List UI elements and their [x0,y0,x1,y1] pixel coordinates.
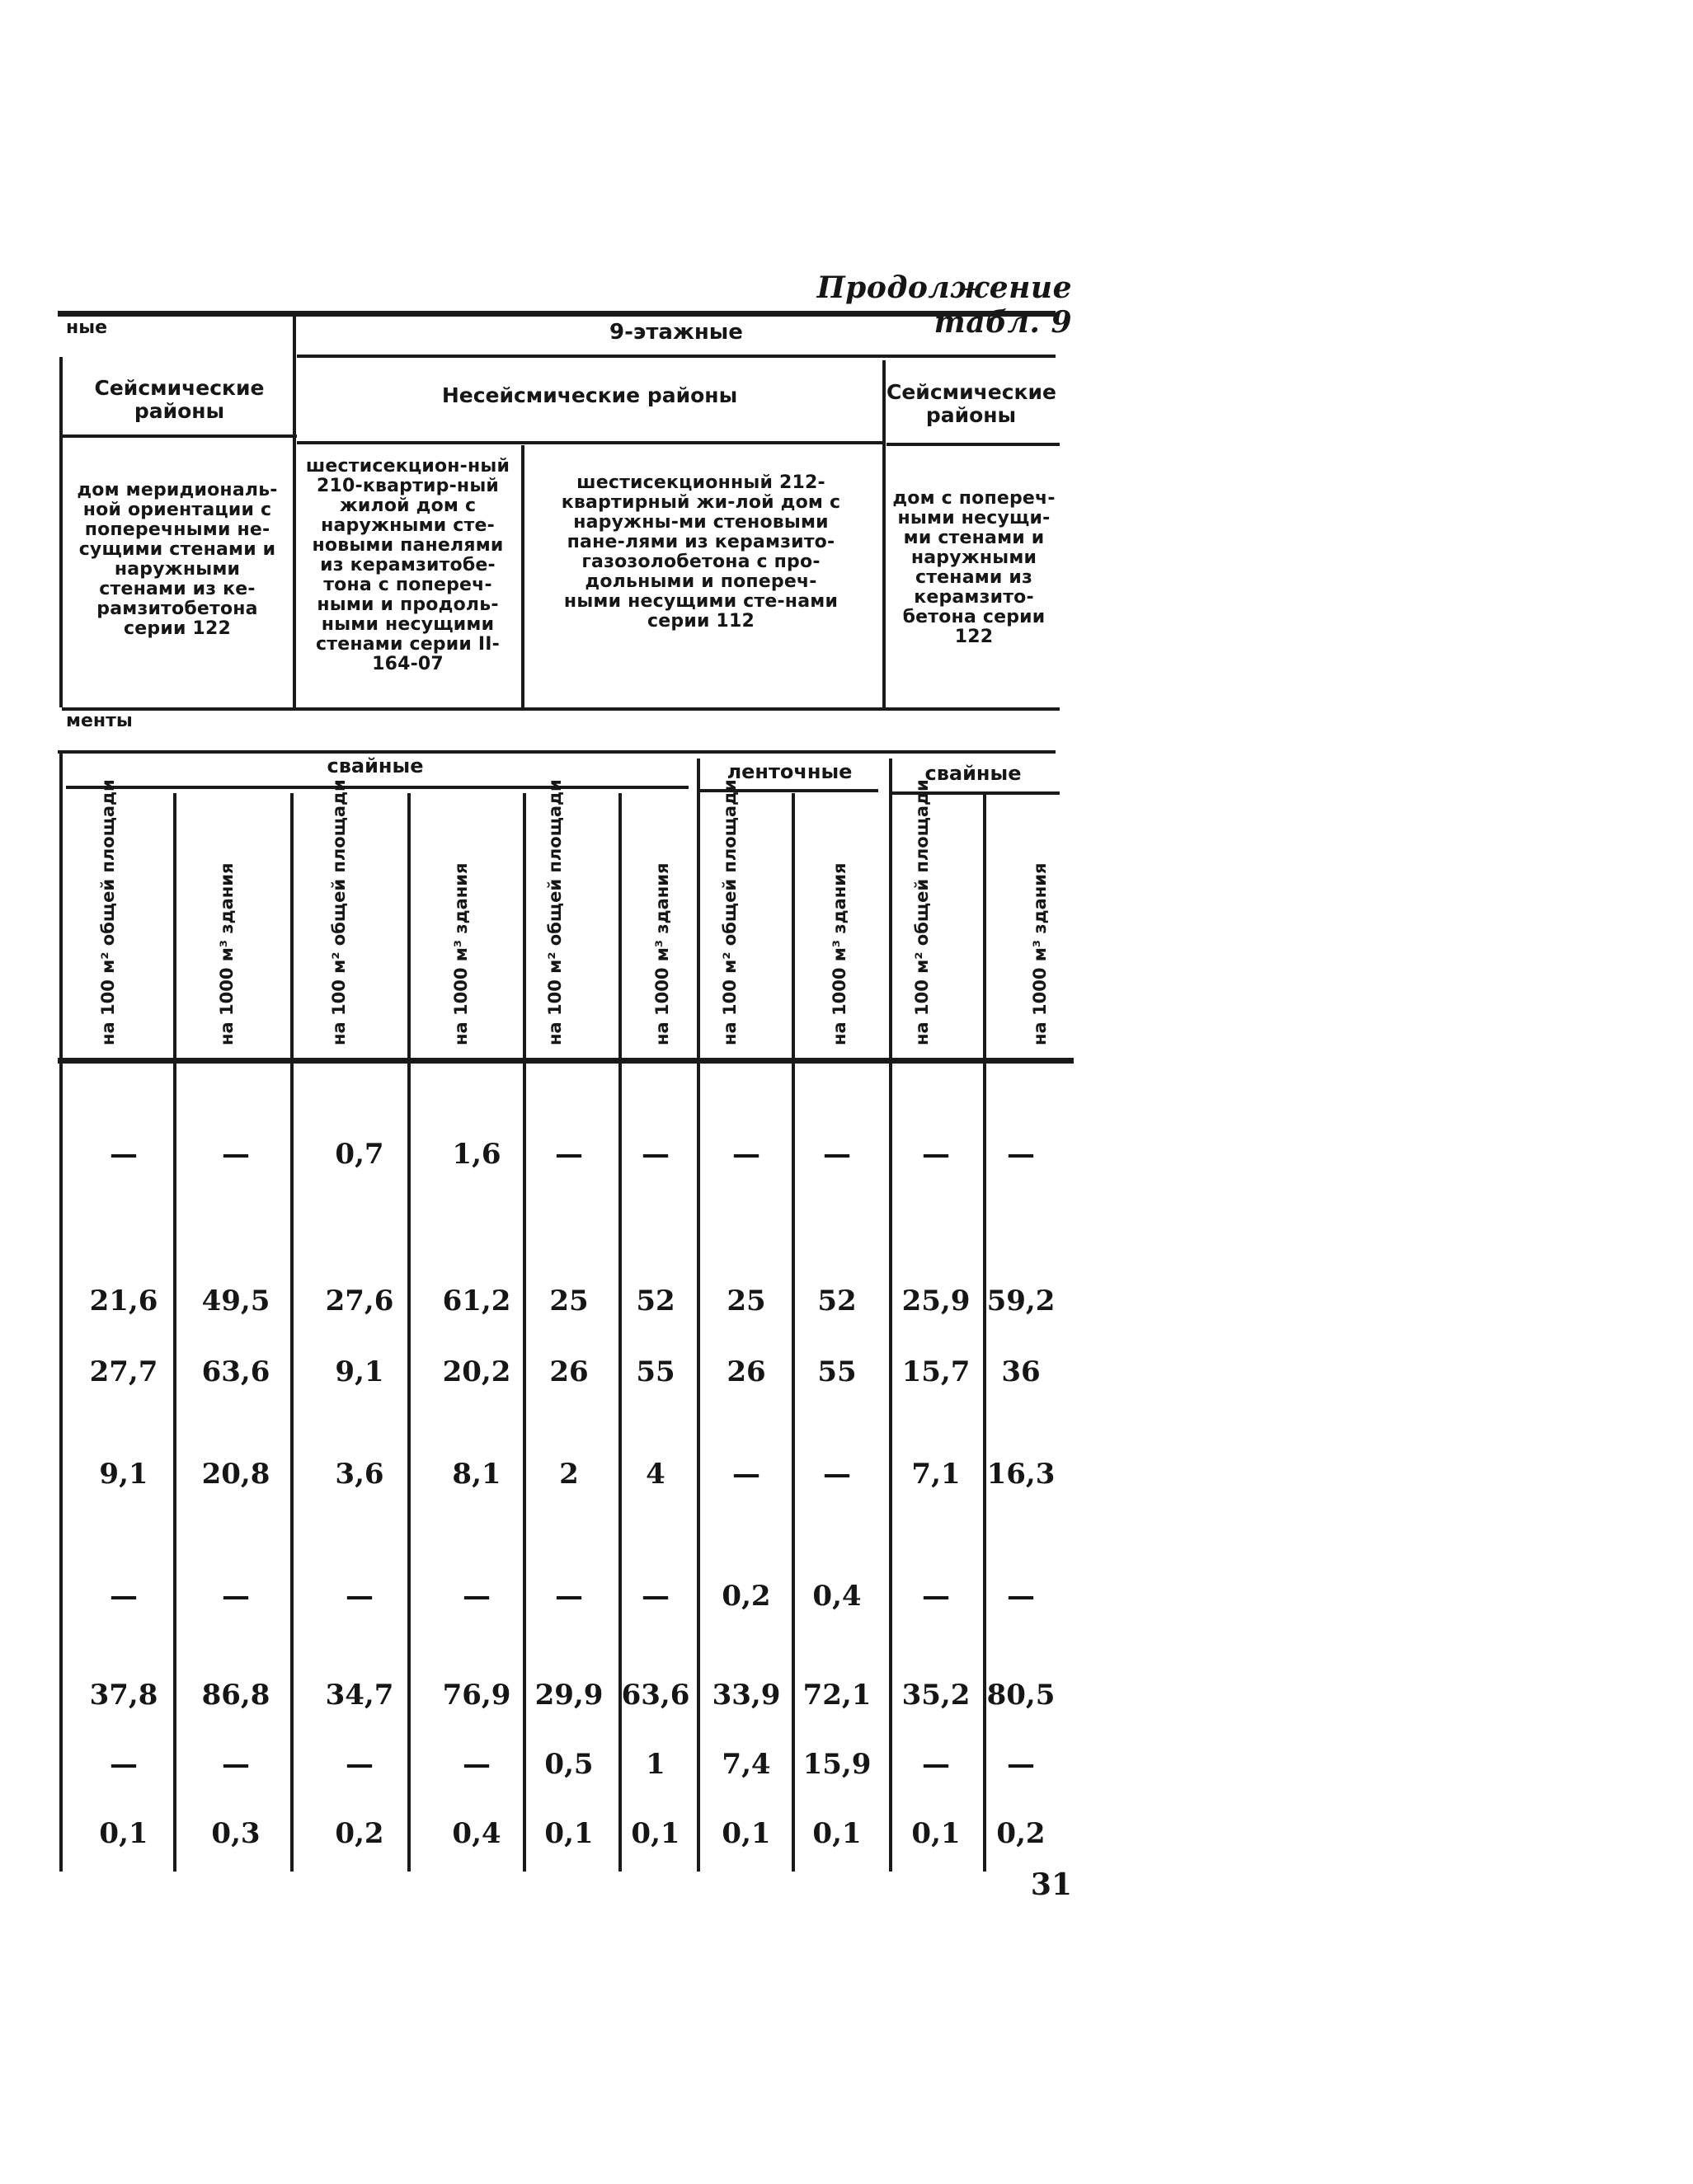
table-cell: 15,7 [901,1355,971,1388]
table-cell: 61,2 [442,1285,511,1317]
header-divider-1 [293,313,296,709]
col-header-8: на 1000 м³ здания [830,862,849,1045]
foundation-type-piles-2: свайные [924,762,1022,785]
group-header-9-storey: 9-этажные [609,320,743,345]
table-cell: 4 [646,1458,665,1491]
table-cell: — [463,1748,491,1781]
table-cell: 0,1 [812,1817,862,1850]
table-cell: 26 [549,1355,589,1388]
table-cell: 9,1 [99,1458,148,1491]
table-cell: — [222,1580,250,1613]
table-cell: 2 [559,1458,579,1491]
foundation-type-strip: ленточные [727,760,853,783]
top-rule [58,311,1056,317]
table-cell: — [922,1580,950,1613]
table-cell: 0,1 [911,1817,961,1850]
col-header-7: на 100 м² общей площади [720,779,740,1045]
col-header-5: на 100 м² общей площади [545,779,565,1045]
table-cell: — [555,1138,583,1171]
table-cell: 15,9 [802,1748,872,1781]
table-cell: — [642,1580,670,1613]
table-cell: 37,8 [89,1679,158,1712]
table-cell: 20,8 [201,1458,270,1491]
table-cell: 80,5 [986,1679,1056,1712]
table-cell: 0,7 [335,1138,384,1171]
table-cell: 1 [646,1748,665,1781]
table-cell: — [922,1138,950,1171]
table-row [0,1458,1693,1492]
table-cell: 36 [1001,1355,1041,1388]
table-row [0,1138,1693,1172]
table-cell: — [110,1580,138,1613]
table-cell: — [732,1458,760,1491]
description-building-3: шестисекционный 212-квартирный жи-лой дом с наружны-ми стеновыми пане-лями из керамзито-газозолобетона с про-дольными и попереч-ными несущими сте-нами серии 112 [561,472,841,632]
col-header-4: на 1000 м³ здания [451,862,471,1045]
table-cell: 0,2 [722,1580,771,1613]
table-cell: 49,5 [201,1285,270,1317]
region-nonseismic: Несейсмические районы [441,383,738,407]
description-building-1: дом меридиональ-ной ориентации с поперечными не-сущими стенами и наружными стенами из ке-рамзитобетона серии 122 [77,480,278,639]
table-cell: 76,9 [442,1679,511,1712]
description-building-2: шестисекцион-ный 210-квартир-ный жилой дом с наружными сте-новыми панелями из керамзитобе-тона с попереч-ными и продоль-ными несущими стенами серии II-164-07 [305,456,510,674]
table-cell: — [732,1138,760,1171]
table-cell: — [823,1458,851,1491]
table-cell: 0,3 [211,1817,261,1850]
foundation-fragment-label: менты [66,711,133,731]
table-cell: 21,6 [89,1285,158,1317]
table-row [0,1580,1693,1614]
table-cell: 55 [817,1355,857,1388]
table-cell: 55 [636,1355,675,1388]
header-bottom-rule [58,1058,1074,1064]
table-row [0,1748,1693,1782]
table-cell: — [222,1748,250,1781]
table-cell: 52 [636,1285,675,1317]
table-cell: 26 [727,1355,766,1388]
table-cell: — [555,1580,583,1613]
table-cell: 20,2 [442,1355,511,1388]
table-cell: — [642,1138,670,1171]
table-cell: — [922,1748,950,1781]
region-underline-right [886,443,1060,446]
table-cell: 33,9 [712,1679,781,1712]
table-row [0,1817,1693,1852]
table-cell: 0,2 [996,1817,1046,1850]
table-row [0,1679,1693,1713]
table-cell: 35,2 [901,1679,971,1712]
table-cell: 63,6 [201,1355,270,1388]
table-row [0,1355,1693,1390]
table-caption: Продолжение табл. 9 [816,270,1072,340]
col-header-10: на 1000 м³ здания [1030,862,1050,1045]
region-seismic-left: Сейсмические районы [94,376,265,423]
col-header-3: на 100 м² общей площади [329,779,349,1045]
table-cell: 59,2 [986,1285,1056,1317]
table-cell: 86,8 [201,1679,270,1712]
table-cell: 0,4 [812,1580,862,1613]
table-cell: 0,2 [335,1817,384,1850]
table-cell: 0,1 [722,1817,771,1850]
table-row [0,1285,1693,1319]
description-building-4: дом с попереч-ными несущи-ми стенами и наружными стенами из керамзито-бетона серии 122 [892,488,1056,647]
col-header-9: на 100 м² общей площади [912,779,932,1045]
header-divider-left-edge [59,357,63,707]
table-cell: 7,1 [911,1458,961,1491]
foundation-type-piles-1: свайные [327,754,424,777]
table-cell: 63,6 [621,1679,690,1712]
table-cell: — [463,1580,491,1613]
table-cell: — [346,1580,374,1613]
table-cell: 8,1 [452,1458,501,1491]
group-underline [297,355,1056,358]
table-cell: 7,4 [722,1748,771,1781]
col-header-1: на 100 м² общей площади [98,779,118,1045]
table-cell: 27,6 [325,1285,394,1317]
table-cell: — [110,1748,138,1781]
table-cell: — [222,1138,250,1171]
table-cell: 25 [727,1285,766,1317]
page-number: 31 [1030,1867,1072,1902]
region-underline-mid [297,441,882,444]
table-cell: 16,3 [986,1458,1056,1491]
table-cell: 34,7 [325,1679,394,1712]
header-divider-2 [521,445,524,707]
table-cell: 25 [549,1285,589,1317]
table-cell: 0,1 [544,1817,594,1850]
table-cell: 0,4 [452,1817,501,1850]
region-seismic-right: Сейсмические районы [886,380,1056,427]
region-underline-left [62,434,297,438]
col-header-2: на 1000 м³ здания [217,862,237,1045]
table-cell: 9,1 [335,1355,384,1388]
table-cell: — [1007,1138,1035,1171]
table-cell: 3,6 [335,1458,384,1491]
table-cell: 29,9 [534,1679,604,1712]
table-cell: 0,1 [99,1817,148,1850]
table-cell: — [823,1138,851,1171]
table-cell: 0,1 [631,1817,680,1850]
table-cell: 72,1 [802,1679,872,1712]
table-cell: 0,5 [544,1748,594,1781]
top-fragment-label: ные [66,317,108,338]
table-cell: 27,7 [89,1355,158,1388]
header-divider-3 [882,360,886,707]
table-cell: — [1007,1748,1035,1781]
foundation-underline-1 [66,786,689,789]
table-cell: — [110,1138,138,1171]
table-cell: — [346,1748,374,1781]
desc-bottom-rule [62,707,1060,711]
foundation-top-rule [58,750,1056,754]
table-cell: 25,9 [901,1285,971,1317]
table-cell: 52 [817,1285,857,1317]
table-cell: 1,6 [452,1138,501,1171]
table-cell: — [1007,1580,1035,1613]
col-header-6: на 1000 м³ здания [652,862,672,1045]
